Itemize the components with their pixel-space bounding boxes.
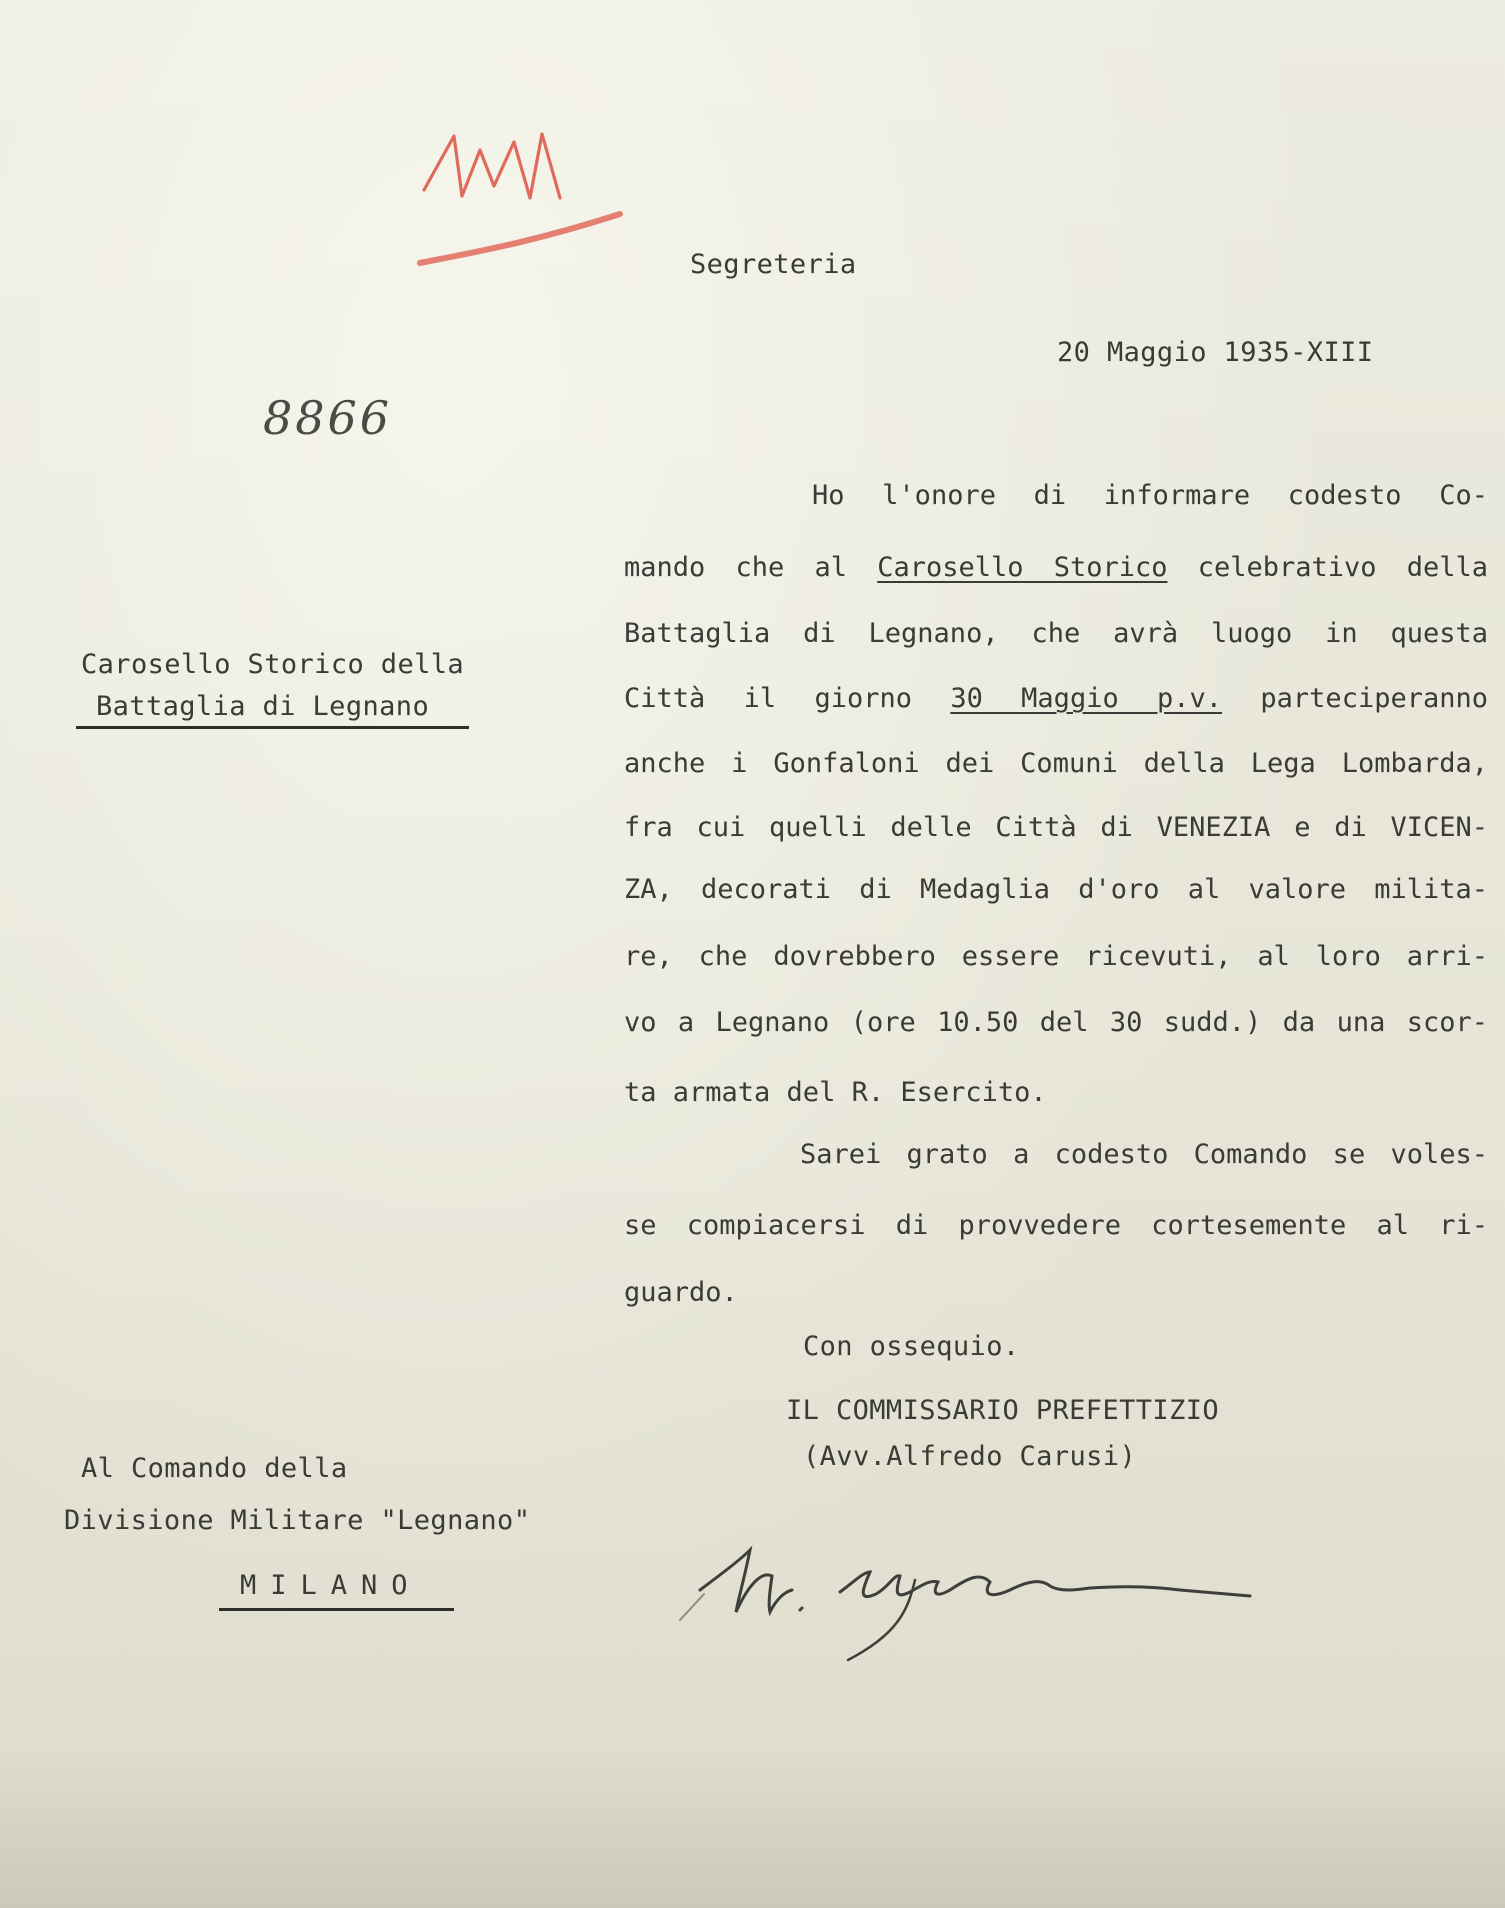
body-line: Sarei grato a codesto Comando se voles-: [800, 1139, 1488, 1170]
body-line: ZA, decorati di Medaglia d'oro al valore milita-: [624, 874, 1488, 905]
office-label: Segreteria: [690, 249, 857, 280]
body-line: Battaglia di Legnano, che avrà luogo in questa: [624, 618, 1488, 649]
city-underline: [219, 1608, 454, 1611]
protocol-number: 8866: [263, 391, 393, 445]
handwritten-signature: [680, 1520, 1240, 1680]
red-pencil-mark: [410, 120, 630, 270]
body-line: se compiacersi di provvedere cortesemente al ri-: [624, 1210, 1488, 1241]
body-line: ta armata del R. Esercito.: [624, 1077, 1047, 1108]
recipient-line-1: Al Comando della: [81, 1453, 348, 1484]
body-line: mando che al Carosello Storico celebrativo della: [624, 552, 1488, 583]
recipient-line-2: Divisione Militare "Legnano": [64, 1505, 531, 1536]
signatory-title: IL COMMISSARIO PREFETTIZIO: [786, 1395, 1220, 1426]
event-name-underlined: Carosello Storico: [877, 552, 1168, 583]
body-line: Città il giorno 30 Maggio p.v. parteciperanno: [624, 683, 1488, 714]
body-line: re, che dovrebbero essere ricevuti, al loro arri-: [624, 941, 1488, 972]
letter-date: 20 Maggio 1935-XIII: [1057, 337, 1374, 368]
closing-salutation: Con ossequio.: [803, 1331, 1020, 1362]
subject-line-1: Carosello Storico della: [81, 649, 465, 680]
subject-line-2: Battaglia di Legnano: [96, 691, 430, 722]
body-line: guardo.: [624, 1277, 738, 1308]
body-line: Ho l'onore di informare codesto Co-: [812, 480, 1488, 511]
subject-underline: [76, 726, 469, 729]
signatory-name: (Avv.Alfredo Carusi): [803, 1441, 1137, 1472]
body-line: fra cui quelli delle Città di VENEZIA e di VICEN-: [624, 812, 1488, 843]
body-line: anche i Gonfaloni dei Comuni della Lega Lombarda,: [624, 748, 1488, 779]
body-line: vo a Legnano (ore 10.50 del 30 sudd.) da una scor-: [624, 1007, 1488, 1038]
recipient-city: MILANO: [240, 1570, 422, 1601]
event-date-underlined: 30 Maggio p.v.: [950, 683, 1223, 714]
